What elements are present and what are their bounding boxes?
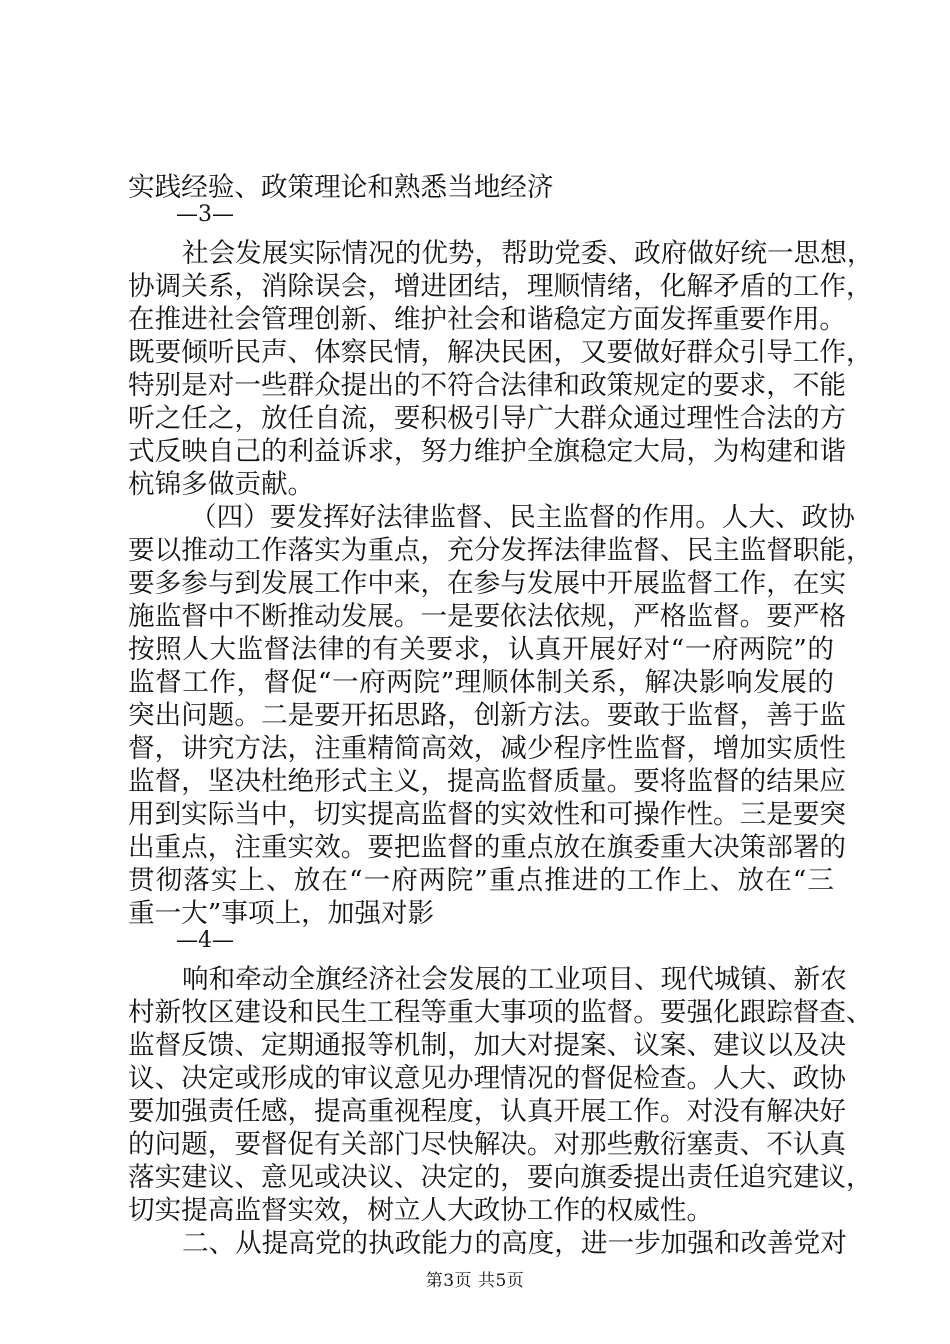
- page-number-marker: —3—: [176, 202, 234, 227]
- text-line: 既要倾听民声、体察民情，解决民困，又要做好群众引导工作，: [128, 337, 873, 368]
- text-line: （四）要发挥好法律监督、民主监督的作用。人大、政协: [190, 502, 855, 533]
- text-line: 施监督中不断推动发展。一是要依法依规，严格监督。要严格: [128, 601, 847, 632]
- text-line: 按照人大监督法律的有关要求，认真开展好对“一府两院”的: [128, 634, 834, 665]
- document-body: [128, 171, 874, 1260]
- text-line: 落实建议、意见或决议、决定的，要向旗委提出责任追究建议，: [128, 1162, 873, 1193]
- text-line: 要以推动工作落实为重点，充分发挥法律监督、民主监督职能，: [128, 535, 873, 566]
- text-line: 特别是对一些群众提出的不符合法律和政策规定的要求，不能: [128, 370, 847, 401]
- text-line: 突出问题。二是要开拓思路，创新方法。要敢于监督，善于监: [128, 700, 847, 731]
- text-line: 听之任之，放任自流，要积极引导广大群众通过理性合法的方: [128, 403, 847, 434]
- text-line: 监督工作，督促“一府两院”理顺体制关系，解决影响发展的: [128, 667, 834, 698]
- text-line: 二、从提高党的执政能力的高度，进一步加强和改善党对: [182, 1228, 847, 1259]
- text-line: 要多参与到发展工作中来，在参与发展中开展监督工作，在实: [128, 568, 847, 599]
- text-line: 出重点，注重实效。要把监督的重点放在旗委重大决策部署的: [128, 832, 847, 863]
- text-line: 切实提高监督实效，树立人大政协工作的权威性。: [128, 1195, 714, 1226]
- text-line: 杭锦多做贡献。: [128, 469, 315, 500]
- text-line: 协调关系，消除误会，增进团结，理顺情绪，化解矛盾的工作，: [128, 271, 873, 302]
- text-line: 式反映自己的利益诉求，努力维护全旗稳定大局，为构建和谐: [128, 436, 847, 467]
- text-line: 实践经验、政策理论和熟悉当地经济: [128, 172, 554, 203]
- text-line: 要加强责任感，提高重视程度，认真开展工作。对没有解决好: [128, 1096, 847, 1127]
- text-line: 议、决定或形成的审议意见办理情况的督促检查。人大、政协: [128, 1063, 847, 1094]
- text-line: 社会发展实际情况的优势，帮助党委、政府做好统一思想，: [182, 238, 874, 269]
- page-number-marker: —4—: [176, 928, 234, 953]
- text-line: 用到实际当中，切实提高监督的实效性和可操作性。三是要突: [128, 799, 847, 830]
- text-line: 重一大”事项上，加强对影: [128, 898, 435, 929]
- page-footer: 第3页 共5页: [425, 1271, 525, 1291]
- text-line: 响和牵动全旗经济社会发展的工业项目、现代城镇、新农: [182, 964, 847, 995]
- text-line: 在推进社会管理创新、维护社会和谐稳定方面发挥重要作用。: [128, 304, 847, 335]
- text-line: 村新牧区建设和民生工程等重大事项的监督。要强化跟踪督查、: [128, 997, 873, 1028]
- text-line: 督，讲究方法，注重精简高效，减少程序性监督，增加实质性: [128, 733, 847, 764]
- text-line: 的问题，要督促有关部门尽快解决。对那些敷衍塞责、不认真: [128, 1129, 847, 1160]
- text-line: 监督，坚决杜绝形式主义，提高监督质量。要将监督的结果应: [128, 766, 847, 797]
- text-line: 贯彻落实上、放在“一府两院”重点推进的工作上、放在“三: [128, 865, 834, 896]
- text-line: 监督反馈、定期通报等机制，加大对提案、议案、建议以及决: [128, 1030, 847, 1061]
